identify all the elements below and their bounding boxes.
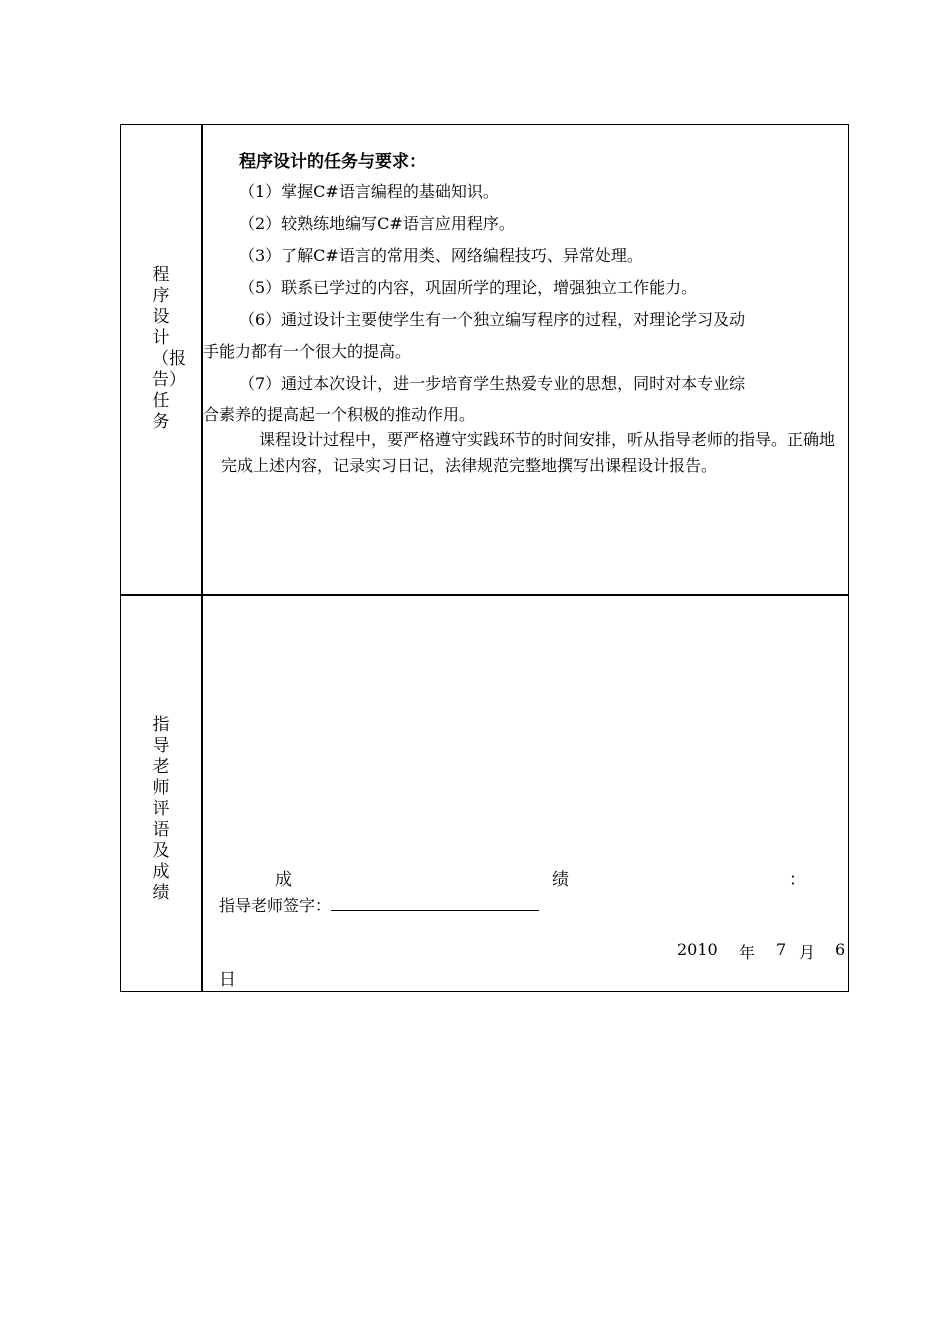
grade-label-char-2: 绩 — [552, 870, 569, 890]
task-item-6-line-1: （6）通过设计主要使学生有一个独立编写程序的过程，对理论学习及动 — [239, 310, 746, 329]
task-item-3: （3）了解C#语言的常用类、网络编程技巧、异常处理。 — [239, 246, 643, 265]
signature-row — [219, 893, 539, 916]
date-year: 2010 — [677, 940, 718, 959]
task-item-5: （5）联系已学过的内容，巩固所学的理论，增强独立工作能力。 — [239, 278, 698, 297]
task-item-1: （1）掌握C#语言编程的基础知识。 — [239, 182, 499, 201]
signature-label: 指导老师签字： — [219, 896, 332, 915]
task-closing-paragraph: 课程设计过程中，要严格遵守实践环节的时间安排，听从指导老师的指导。正确地完成上述内容，记录实习日记，法律规范完整地撰写出课程设计报告。 — [221, 430, 836, 475]
signature-line[interactable] — [331, 894, 539, 911]
assignment-form-table — [120, 124, 849, 992]
date-month-unit: 月 — [799, 943, 816, 962]
date-year-unit: 年 — [739, 943, 756, 962]
review-section-label: 指导老师评语及成绩 — [152, 715, 170, 903]
task-item-7-line-1: （7）通过本次设计，进一步培育学生热爱专业的思想，同时对本专业综 — [239, 374, 746, 393]
date-day: 6 — [835, 940, 846, 959]
row-divider — [121, 594, 848, 596]
task-item-6-line-2: 手能力都有一个很大的提高。 — [203, 342, 412, 361]
date-month: 7 — [776, 940, 787, 959]
grade-label-char-1: 成 — [275, 870, 292, 890]
column-divider — [201, 125, 203, 991]
task-heading: 程序设计的任务与要求： — [239, 152, 426, 172]
task-item-7-line-2: 合素养的提高起一个积极的推动作用。 — [203, 405, 476, 424]
date-day-unit: 日 — [219, 970, 236, 990]
grade-colon: ： — [789, 870, 806, 890]
task-section-label: 程序设计（报告）任务 — [152, 265, 186, 432]
grade-row — [203, 865, 848, 889]
task-item-2: （2）较熟练地编写C#语言应用程序。 — [239, 214, 515, 233]
